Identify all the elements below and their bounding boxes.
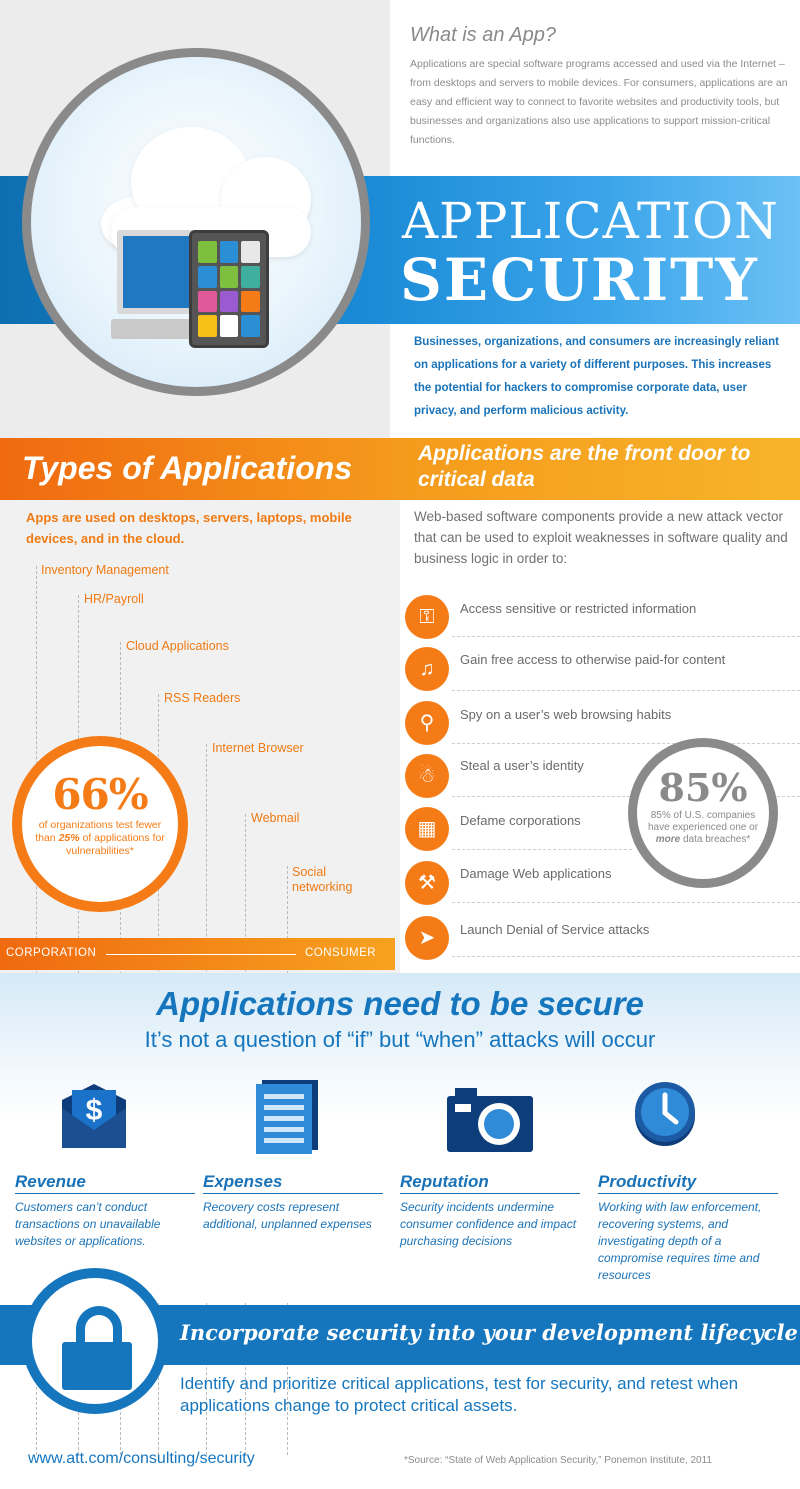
axis-right-label: CONSUMER [305, 947, 377, 959]
stat-66-value: 66% [52, 770, 148, 819]
threat-divider [452, 743, 800, 744]
impact-title: Productivity [598, 1172, 778, 1194]
threat-divider [452, 849, 632, 850]
threat-label: Damage Web applications [460, 866, 612, 881]
ghost-icon: ☃ [405, 754, 449, 798]
source-citation: *Source: “State of Web Application Security,” Ponemon Institute, 2011 [404, 1455, 712, 1466]
app-tile-icon [198, 241, 217, 263]
app-tile-icon [241, 291, 260, 313]
app-type-label: Inventory Management [41, 563, 169, 577]
camera-icon [447, 1088, 533, 1152]
app-tile-icon [220, 315, 239, 337]
building-icon: ▦ [405, 807, 449, 851]
impact-text: Working with law enforcement, recovering systems, and investigating depth of a compromise requires time and resources [598, 1200, 762, 1282]
secure-title: Applications need to be secure [156, 985, 644, 1022]
threat-divider [452, 636, 800, 637]
app-type-label: HR/Payroll [84, 592, 144, 606]
stat-66-text-part: of organizations test fewer than [35, 819, 162, 844]
stat-66-text-part: of applications for vulnerabilities* [66, 832, 165, 857]
stat-66-badge [12, 736, 188, 912]
app-tile-icon [241, 266, 260, 288]
app-tile-icon [241, 241, 260, 263]
impact-text: Security incidents undermine consumer confidence and impact purchasing decisions [400, 1200, 577, 1248]
axis-left-label: CORPORATION [6, 947, 97, 959]
app-type-label: Internet Browser [212, 741, 304, 755]
app-type-label: Social networking [292, 865, 353, 894]
front-door-subtitle: Web-based software components provide a new attack vector that can be used to exploit weaknesses in software quality and business logic in order to: [414, 509, 788, 566]
impact-title: Expenses [203, 1172, 383, 1194]
key-icon: ⚿ [405, 595, 449, 639]
front-door-title: Applications are the front door to critical data [418, 442, 751, 491]
app-tile-icon [241, 315, 260, 337]
stat-66-emphasis: 25% [58, 832, 80, 844]
media-icon: ♫ [405, 647, 449, 691]
threat-label: Steal a user’s identity [460, 758, 584, 773]
what-is-app-body: Applications are special software programs accessed and used via the Internet – from desktops and servers to mobile devices. For consumers, applications are an easy and efficient way to connect to favorite websites and productivity tools, but businesses and organizations also use applications to support mission-critical functions. [410, 58, 788, 146]
threat-label: Gain free access to otherwise paid-for content [460, 652, 726, 667]
stat-85-text-part: data breaches* [680, 834, 751, 845]
lock-icon [62, 1342, 132, 1390]
stat-85-text-part: 85% of U.S. companies have experienced one or [647, 810, 759, 833]
axis-line [106, 954, 296, 955]
lifecycle-title: Incorporate security into your development lifecycle [180, 1320, 798, 1345]
document-icon [256, 1080, 320, 1154]
stat-85-value: 85% [658, 765, 748, 810]
threat-label: Defame corporations [460, 813, 581, 828]
impact-title: Reputation [400, 1172, 580, 1194]
rocket-icon: ➤ [405, 916, 449, 960]
impact-title: Revenue [15, 1172, 195, 1194]
magnifier-icon: ⚲ [405, 701, 449, 745]
app-tile-icon [220, 266, 239, 288]
impact-text: Recovery costs represent additional, unplanned expenses [203, 1200, 372, 1231]
app-tile-icon [198, 315, 217, 337]
app-type-label: Cloud Applications [126, 639, 229, 653]
lifecycle-description: Identify and prioritize critical applications, test for security, and retest when applications change to protect critical assets. [180, 1374, 739, 1415]
hero-description: Businesses, organizations, and consumers are increasingly reliant on applications for a variety of different purposes. This increases the potential for hackers to compromise corporate data, user privacy, and perform malicious activity. [414, 336, 779, 417]
app-tile-icon [220, 241, 239, 263]
dollar-envelope-icon [58, 1082, 130, 1152]
types-subtitle: Apps are used on desktops, servers, laptops, mobile devices, and in the cloud. [26, 510, 352, 546]
what-is-app-title: What is an App? [410, 24, 557, 46]
hammer-icon: ⚒ [405, 861, 449, 905]
impact-text: Customers can’t conduct transactions on unavailable websites or applications. [15, 1200, 161, 1248]
hero-illustration [22, 48, 370, 396]
types-title: Types of Applications [22, 450, 353, 486]
threat-label: Launch Denial of Service attacks [460, 922, 650, 937]
app-tile-icon [198, 266, 217, 288]
app-tile-icon [220, 291, 239, 313]
app-tile-icon [198, 291, 217, 313]
threat-label: Spy on a user’s web browsing habits [460, 707, 672, 722]
threat-divider [452, 902, 800, 903]
threat-divider [452, 690, 800, 691]
lock-badge [22, 1268, 168, 1414]
consulting-link[interactable]: www.att.com/consulting/security [28, 1450, 255, 1467]
clock-icon [634, 1080, 696, 1148]
app-type-label: Webmail [251, 811, 300, 825]
threat-label: Access sensitive or restricted information [460, 601, 697, 616]
tablet-icon [189, 230, 269, 348]
main-title-line1: APPLICATION [402, 192, 779, 250]
keyboard-icon [111, 319, 197, 339]
threat-divider [452, 956, 800, 957]
main-title-line2: SECURITY [400, 246, 759, 314]
stat-66-text [30, 819, 170, 858]
svg-text:$: $ [85, 1094, 103, 1127]
stat-85-text [643, 810, 763, 846]
app-type-label: RSS Readers [164, 691, 241, 705]
secure-subtitle: It’s not a question of “if” but “when” attacks will occur [144, 1027, 656, 1052]
stat-85-emphasis: more [655, 834, 681, 845]
stat-85-badge [628, 738, 778, 888]
